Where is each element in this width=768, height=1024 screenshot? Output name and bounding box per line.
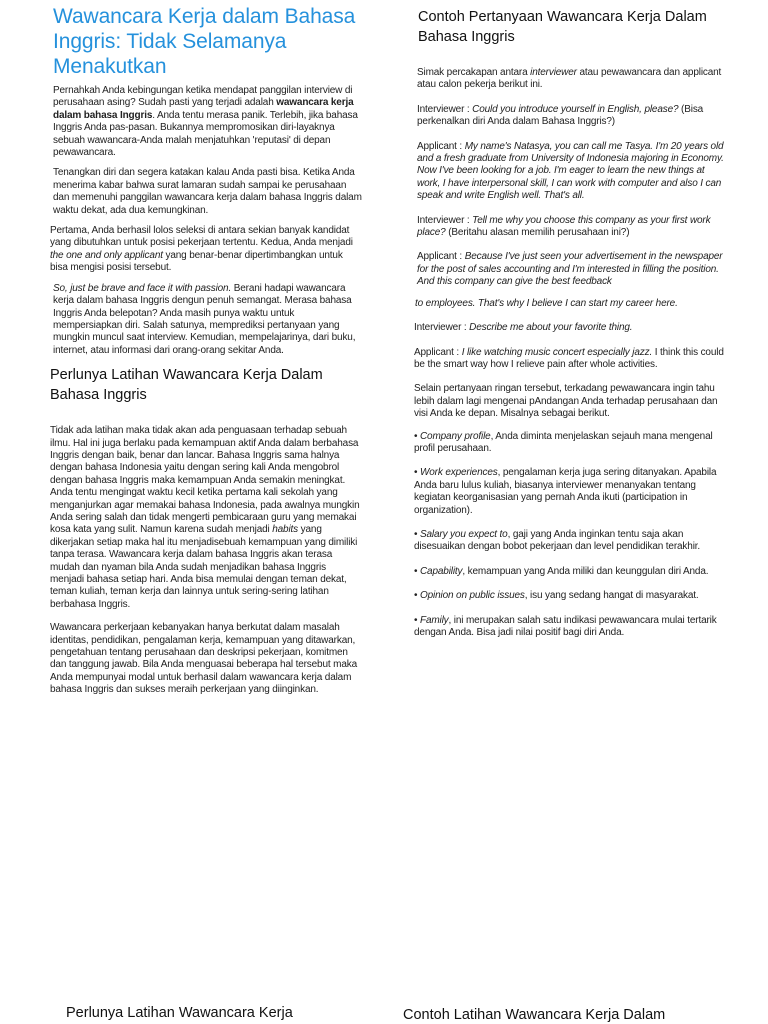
italic-text: Salary you expect to [419,528,508,540]
bullet: • [414,467,420,479]
bullet: • [414,430,420,442]
speaker-label: Interviewer : [414,322,470,334]
text: , isu yang sedang hangat di masyarakat. [524,590,699,602]
list-item [414,615,730,640]
text: yang benar-benar dipertimbangkan untuk bisa mengisi posisi tersebut. [50,249,343,274]
bullet: • [414,590,420,602]
text: , ini merupakan salah satu indikasi pewawancara mulai tertarik dengan Anda. Bisa jadi nilai positif bagi diri Anda. [414,614,717,638]
section-heading-practice: Perlunya Latihan Wawancara Kerja Dalam Bahasa Inggris [50,367,323,404]
section-heading-examples: Contoh Pertanyaan Wawancara Kerja Dalam Bahasa Inggris [418,9,707,45]
text: . Anda tentu merasa panik. Terlebih, jika bahasa Inggris Anda pas-pasan. Bukannya mempromosikan diri-layaknya sebuah wawancara-Anda malah menjatuhkan 'reputasi' di depan pewawancara. [53,109,358,159]
text: Tidak ada latihan maka tidak akan ada penguasaan terhadap sebuah ilmu. Hal ini juga berlaku pada kemampuan aktif Anda dalam berbahasa Inggris dengan baik, benar dan lancar. Bahasa Inggris sama halnya dengan bahasa Indonesia yaitu dengan sering kali Anda mengobrol dengan bahasa Inggris maka kemampuan Anda semakin meningkat. Anda tentu mengingat waktu kecil ketika pertama kali sekolah yang menganjurkan agar memakai bahasa Indonesia, pada awalnya mungkin Anda sering salah dan tidak mengerti pembicaraan guru yang memakai kosa kata yang sulit. Namun karena sudah menjadi [50,425,360,536]
speaker-label: Applicant : [417,251,465,263]
right-column [412,0,730,651]
italic-text: I like watching music concert especially jazz. [461,346,653,358]
italic-text: Describe me about your favorite thing. [469,322,633,334]
italic-text: Company profile [419,430,491,442]
paragraph-brave [53,283,362,357]
paragraph-interview-topics: Wawancara perkerjaan kebanyakan hanya berkutat dalam masalah identitas, pendidikan, pengalaman kerja, kemampuan yang ditawarkan, pengetahuan tentang perusahaan dan deskripsi pekerjaan, komitmen dan tanggung jawab. Bila Anda menguasai beberapa hal tersebut maka Anda mempunyai modal untuk berhasil dalam wawancara kerja dalam bahasa Inggris dan sukses meraih perkerjaan yang diinginkan. [50,622,357,696]
paragraph-first [50,225,362,275]
text: , kemampuan yang Anda miliki dan keunggulan diri Anda. [462,565,709,577]
text: (Bisa perkenalkan diri Anda dalam Bahasa Inggris?) [417,103,704,128]
paragraph-deeper-questions: Selain pertanyaan ringan tersebut, terkadang pewawancara ingin tahu lebih dalam lagi mengenai pAndangan Anda terhadap perusahaan dan visi Anda ke depan. Misalnya sebagai berikut. [414,383,718,420]
speaker-label: Applicant : [417,140,465,152]
dialog-question-3 [414,322,730,334]
italic-text: So, just be brave and face it with passion. [53,282,232,294]
dialog-answer-2 [417,251,730,288]
bullet: • [414,528,420,540]
dialog-answer-2-cont [415,298,730,310]
speaker-label: Applicant : [414,346,462,358]
italic-text: Could you introduce yourself in English, please? [472,103,679,115]
italic-text: Work experiences [419,467,498,479]
italic-text: interviewer [530,67,577,78]
italic-text: Because I've just seen your advertisement in the newspaper for the post of sales accounting and I'm interested in filling the position. And this company can give the best feedback [417,251,723,288]
dialog-question-1 [417,104,730,129]
dialog-answer-3 [414,347,730,372]
dialog-answer-1 [417,141,730,203]
text: Simak percakapan antara [417,67,531,78]
italic-text: Family [419,614,449,626]
text: Berani hadapi wawancara kerja dalam bahasa Inggris dengun penuh semangat. Merasa bahasa Inggris Anda belepotan? Anda masih punya waktu untuk mempersiapkan diri. Salah satunya, memprediksi pertanyaan yang mungkin muncul saat interview. Kemudian, mempelajarinya, dari buku, internet, atau informasi dari orang-orang sekitar Anda. [53,282,356,356]
paragraph-dialog-intro [417,67,730,92]
list-item [414,590,730,602]
list-item [414,431,730,456]
article-title: Wawancara Kerja dalam Bahasa Inggris: Tidak Selamanya Menakutkan [53,5,356,78]
italic-text: Opinion on public issues [419,590,525,602]
italic-text: Tell me why you choose this company as your first work place? [417,214,711,239]
italic-text: habits [272,524,299,536]
text: yang dikerjakan setiap maka hal itu menjadisebuah kemampuan yang dimiliki tanpa terasa. Wawancara kerja dalam bahasa Inggris akan terasa mudah dan nyaman bila Anda sudah menjadikan bahasa Inggris menjadi bahasa setiap hari. Anda bisa memulai dengan teman dekat, teman kuliah, teman kerja dan lainnya untuk sering-sering latihan berbahasa Inggris. [50,524,358,610]
italic-text: My name's Natasya, you can call me Tasya. I'm 20 years old and a fresh graduate from University of Indonesia majoring in Economy. Now I've been looking for a job. I'm eager to learn the new things at work, I have interpersonal skill, I can work with computer and also I can speak and write English well. That's all. [417,140,724,202]
text: , Anda diminta menjelaskan sejauh mana mengenal profil perusahaan. [414,430,713,454]
text: (Beritahu alasan memilih perusahaan ini?) [445,227,630,239]
list-item [414,467,730,517]
italic-text: to employees. That's why I believe I can start my career here. [415,297,678,309]
text: Pernahkah Anda kebingungan ketika mendapat panggilan interview di perusahaan asing? Sudah pasti yang terjadi adalah [53,85,353,109]
text: , gaji yang Anda inginkan tentu saja akan disesuaikan dengan bobot pekerjaan dan level pendidikan terakhir. [414,528,701,553]
next-page-heading-right: Contoh Latihan Wawancara Kerja Dalam [403,1007,666,1023]
paragraph-intro [53,85,362,159]
next-page-heading-left: Perlunya Latihan Wawancara Kerja [66,1005,293,1021]
topic-list [414,431,730,640]
list-item [414,529,730,554]
bold-text: wawancara kerja dalam bahasa Inggris [53,97,354,121]
list-item [414,566,730,578]
dialog-question-2 [417,215,730,240]
speaker-label: Interviewer : [417,214,473,226]
paragraph-calm: Tenangkan diri dan segera katakan kalau Anda pasti bisa. Ketika Anda menerima kabar bahwa surat lamaran sudah sampai ke perusahaan dan memenuhi panggilan wawancara kerja dalam bahasa Inggris dalam waktu dekat, ada dua kemungkinan. [53,167,362,216]
text: , pengalaman kerja juga sering ditanyakan. Apabila Anda baru lulus kuliah, biasanya interviewer menanyakan tentang kegiatan keorganisasian yang pernah Anda ikuti (participation in organization). [414,467,717,516]
italic-text: the one and only applicant [50,249,163,261]
speaker-label: Interviewer : [417,103,473,115]
bullet: • [414,614,420,626]
bullet: • [414,565,420,577]
italic-text: Capability [419,565,463,577]
text: atau pewawancara dan applicant atau calon pekerja berikut ini. [417,67,722,91]
paragraph-practice [50,425,362,611]
left-column [50,0,362,705]
text: I think this could be the smart way how I relieve pain after whole activities. [414,346,724,370]
text: Pertama, Anda berhasil lolos seleksi di antara sekian banyak kandidat yang dibutuhkan untuk posisi pekerjaan tertentu. Kedua, Anda menjadi [50,225,353,249]
